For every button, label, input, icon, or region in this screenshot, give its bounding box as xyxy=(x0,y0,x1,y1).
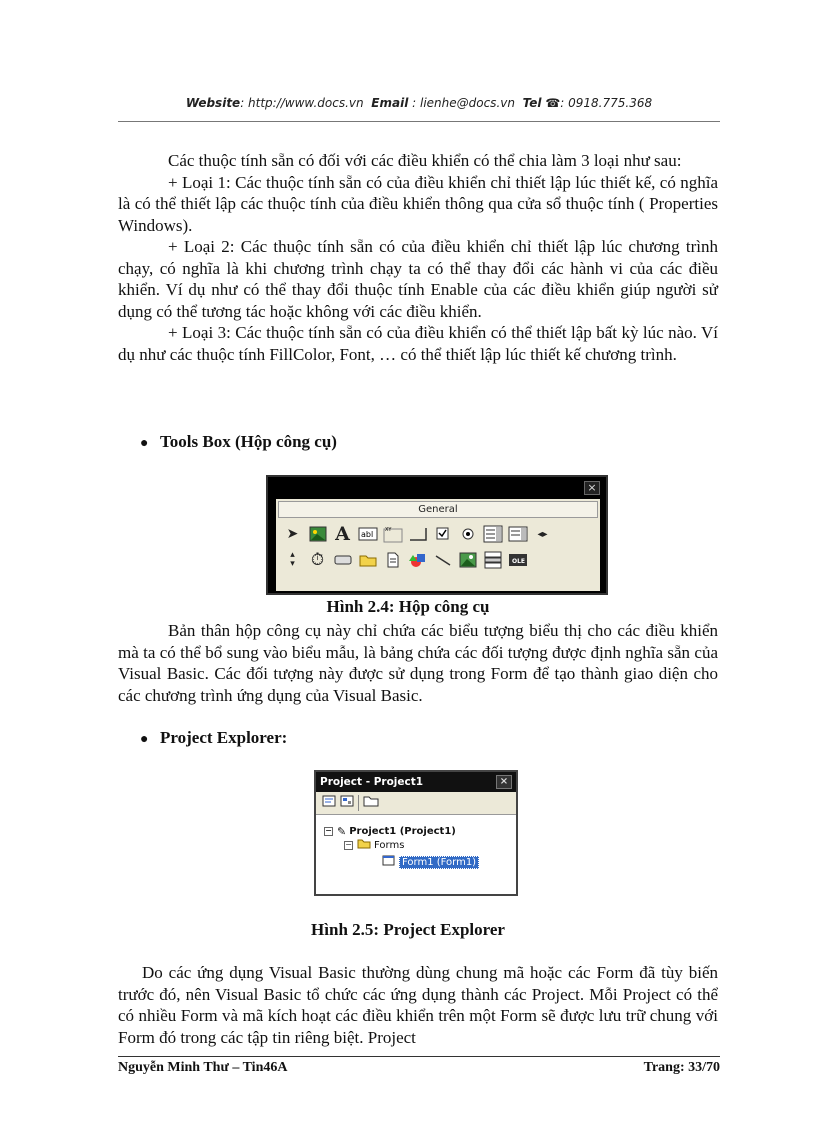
footer-page-number: Trang: 33/70 xyxy=(643,1060,720,1075)
window-title-bar xyxy=(316,772,516,792)
filelistbox-icon[interactable] xyxy=(380,549,405,571)
toolbox-window xyxy=(266,475,608,595)
tree-node-project[interactable] xyxy=(324,825,456,838)
form-icon xyxy=(382,855,396,869)
close-icon[interactable]: × xyxy=(496,775,512,789)
toolbox-row-2 xyxy=(280,549,530,571)
combobox-icon[interactable] xyxy=(480,523,505,545)
drivelistbox-icon[interactable] xyxy=(330,549,355,571)
svg-text:OLE: OLE xyxy=(511,558,525,565)
paragraph: + Loại 3: Các thuộc tính sẵn có của điều khiển có thể thiết lập bất kỳ lúc nào. Ví dụ như các thuộc tính FillColor, Font, … có thể thiết lập lúc thiết kế chương trình. xyxy=(118,323,718,364)
optionbutton-icon[interactable] xyxy=(455,523,480,545)
explorer-toolbar xyxy=(316,792,516,815)
header-divider xyxy=(118,121,720,122)
tree-node-form1[interactable] xyxy=(382,855,479,869)
view-object-icon[interactable] xyxy=(340,795,354,811)
tab-general[interactable]: General xyxy=(278,501,598,518)
paragraph: Các thuộc tính sẵn có đối với các điều khiển có thể chia làm 3 loại như sau: xyxy=(168,151,682,170)
project-label: Project1 (Project1) xyxy=(349,826,456,837)
timer-icon[interactable]: ⏱ xyxy=(310,550,325,570)
email-label: Email xyxy=(371,96,409,110)
email-value: : lienhe@docs.vn xyxy=(408,96,515,110)
pointer-icon[interactable]: ➤ xyxy=(286,526,299,542)
frame-icon[interactable] xyxy=(380,523,405,545)
vscrollbar-icon[interactable]: ▴ ▾ xyxy=(290,550,295,569)
toolbox-description xyxy=(118,620,718,706)
textbox-icon[interactable] xyxy=(355,523,380,545)
window-title: Project - Project1 xyxy=(320,776,424,788)
listbox-icon[interactable] xyxy=(505,523,530,545)
commandbutton-icon[interactable] xyxy=(405,523,430,545)
paragraph: + Loại 1: Các thuộc tính sẵn có của điều khiển chỉ thiết lập lúc thiết kế, có nghĩa là có thể thiết lập các thuộc tính của điều khiển thông qua cửa sổ thuộc tính ( Properties Windows). xyxy=(118,172,718,235)
bullet-project-explorer xyxy=(140,728,287,748)
footer-author: Nguyễn Minh Thư – Tin46A xyxy=(118,1060,288,1075)
page-header xyxy=(118,96,720,110)
footer-divider xyxy=(118,1056,720,1057)
picturebox-icon[interactable] xyxy=(305,523,330,545)
tel-label: Tel xyxy=(522,96,542,110)
close-icon[interactable]: × xyxy=(584,481,600,495)
project-icon: ✎ xyxy=(337,825,347,838)
form-label: Form1 (Form1) xyxy=(399,856,479,869)
folder-label: Forms xyxy=(374,840,405,851)
project-explorer-window xyxy=(314,770,518,896)
bullet-label: Tools Box (Hộp công cụ) xyxy=(160,432,337,451)
svg-text:abl: abl xyxy=(360,530,373,539)
toggle-folders-icon[interactable] xyxy=(363,795,379,811)
figure-caption-2-4: Hình 2.4: Hộp công cụ xyxy=(326,597,490,616)
toolbar-separator xyxy=(358,795,359,811)
tree-node-forms[interactable] xyxy=(344,839,404,852)
bullet-icon: ● xyxy=(140,732,149,747)
paragraph: + Loại 2: Các thuộc tính sẵn có của điều khiển chỉ thiết lập lúc chương trình chạy, có nghĩa là khi chương trình chạy ta có thể thay đổi các hành vi của các điều khiển. Ví dụ như có thể thay đổi thuộc tính Enable của các điều khiển giúp người sử dụng có thể tương tác hoặc không với các điều khiển. xyxy=(118,237,718,321)
bullet-icon: ● xyxy=(140,436,149,451)
bullet-label: Project Explorer: xyxy=(160,728,288,747)
image-icon[interactable] xyxy=(455,549,480,571)
label-icon[interactable]: A xyxy=(335,523,350,545)
collapse-icon[interactable]: − xyxy=(325,826,332,835)
paragraph: Do các ứng dụng Visual Basic thường dùng chung mã hoặc các Form đã tùy biến trước đó, nên Visual Basic tổ chức các ứng dụng thành các Project. Mỗi Project có thể có nhiều Form và mã kích hoạt các điều khiển trên một Form sẽ được lưu trữ chung với Form đó trong các tập tin riêng biệt. Project xyxy=(118,963,718,1047)
dirlistbox-icon[interactable] xyxy=(355,549,380,571)
figure-caption-2-5: Hình 2.5: Project Explorer xyxy=(311,920,505,939)
collapse-icon[interactable]: − xyxy=(345,840,352,849)
shape-icon[interactable] xyxy=(405,549,430,571)
folder-icon xyxy=(357,839,371,852)
toolbox-panel xyxy=(276,499,600,591)
hscrollbar-icon[interactable]: ◂▸ xyxy=(537,528,548,540)
ole-icon[interactable] xyxy=(505,549,530,571)
project-description xyxy=(118,962,718,1048)
view-code-icon[interactable] xyxy=(322,795,336,811)
paragraph: Bản thân hộp công cụ này chỉ chứa các biểu tượng biểu thị cho các điều khiển mà ta có thể bổ sung vào biểu mẫu, là bảng chứa các đối tượng được định nghĩa sẵn của Visual Basic. Các đối tượng này được sử dụng trong Form để tạo thành giao diện cho các chương trình ứng dụng của Visual Basic. xyxy=(118,621,718,705)
checkbox-icon[interactable] xyxy=(430,523,455,545)
phone-icon: ☎ xyxy=(545,96,561,110)
website-label: Website xyxy=(185,96,241,110)
toolbox-row-1 xyxy=(280,523,555,545)
intro-text xyxy=(118,150,718,365)
bullet-tools-box xyxy=(140,432,337,452)
line-icon[interactable] xyxy=(430,549,455,571)
data-icon[interactable] xyxy=(480,549,505,571)
svg-text:XY: XY xyxy=(384,527,391,533)
website-value: : http://www.docs.vn xyxy=(240,96,364,110)
tel-value: : 0918.775.368 xyxy=(560,96,653,110)
